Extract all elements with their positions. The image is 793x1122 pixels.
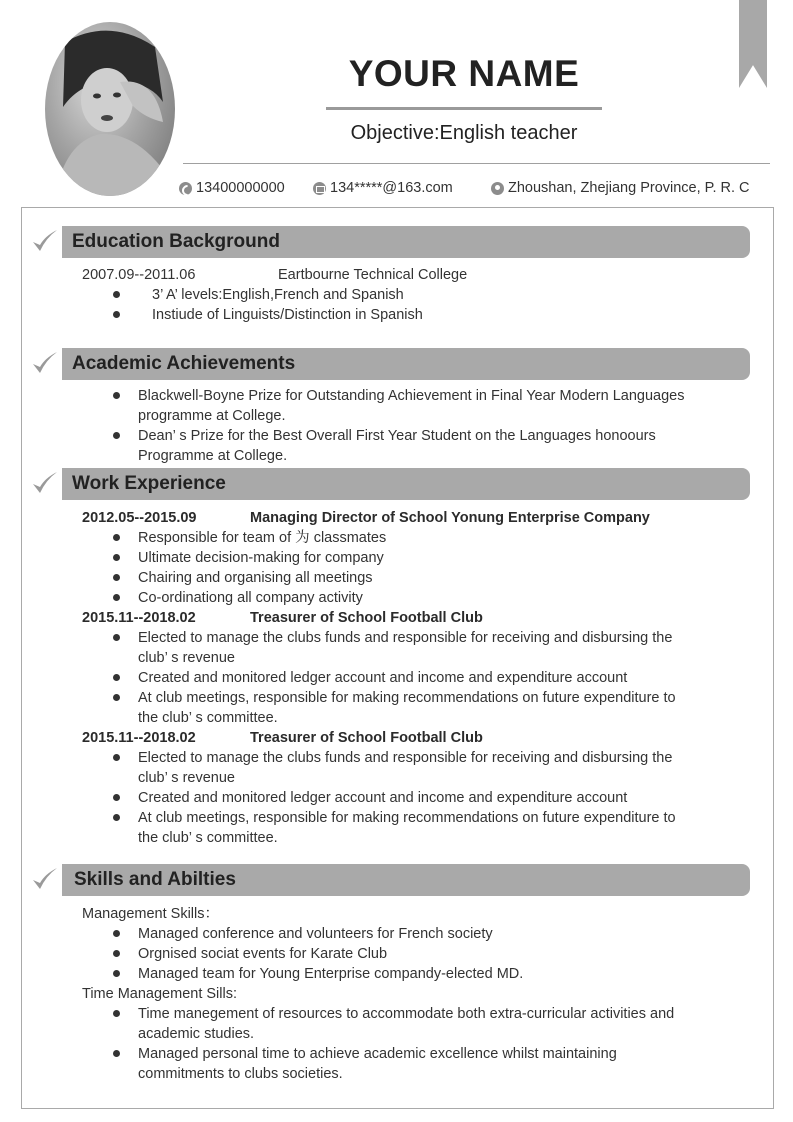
contact-email (313, 179, 453, 197)
list-item: Co-ordinationg all company activity (138, 590, 363, 606)
bookmark-ribbon (739, 0, 767, 88)
checkmark-icon (30, 228, 58, 256)
phone-number: 13400000000 (196, 180, 285, 196)
list-item: At club meetings, responsible for making recommendations on future expenditure to (138, 690, 676, 706)
list-item: Ultimate decision-making for company (138, 550, 384, 566)
section-header-work (62, 468, 750, 500)
objective: Objective:English teacher (350, 122, 578, 144)
contact-phone (179, 179, 285, 197)
bullet (113, 694, 120, 701)
list-item: Managed personal time to achieve academic excellence whilst maintaining (138, 1046, 617, 1062)
candidate-name: YOUR NAME (348, 53, 580, 94)
list-item: Chairing and organising all meetings (138, 570, 373, 586)
job-role: Treasurer of School Football Club (250, 730, 483, 746)
list-item: Managed team for Young Enterprise compandy-elected MD. (138, 966, 524, 982)
header-divider (183, 163, 770, 164)
education-school: Eartbourne Technical College (278, 267, 468, 283)
contact-address (491, 179, 750, 197)
section-title: Academic Achievements (72, 353, 296, 374)
list-item: Dean’ s Prize for the Best Overall First Year Student on the Languages honoours (138, 428, 656, 444)
list-item: Responsible for team of 为 classmates (138, 530, 387, 546)
section-title: Skills and Abilties (74, 869, 236, 890)
bullet (113, 1010, 120, 1017)
phone-icon (179, 182, 192, 195)
checkmark-icon (30, 350, 58, 378)
job-role: Managing Director of School Yonung Enterprise Company (250, 510, 650, 526)
list-item-continued: club’ s revenue (138, 770, 235, 786)
skills-subheading: Time Management Sills: (82, 986, 237, 1002)
list-item-continued: club’ s revenue (138, 650, 235, 666)
checkmark-icon (30, 470, 58, 498)
job-period: 2015.11--2018.02 (82, 610, 196, 626)
bullet (113, 754, 120, 761)
section-title: Education Background (72, 231, 280, 252)
list-item: Elected to manage the clubs funds and responsible for receiving and disbursing the (138, 750, 673, 766)
bullet (113, 930, 120, 937)
list-item: Created and monitored ledger account and income and expenditure account (138, 790, 628, 806)
job-period: 2015.11--2018.02 (82, 730, 196, 746)
name-underline (326, 107, 602, 110)
list-item-continued: Programme at College. (138, 448, 288, 464)
list-item-continued: the club’ s committee. (138, 830, 278, 846)
section-header-education (62, 226, 750, 258)
location-pin-icon (491, 182, 504, 195)
job-role: Treasurer of School Football Club (250, 610, 483, 626)
bullet (113, 970, 120, 977)
list-item: Time manegement of resources to accommodate both extra-curricular activities and (138, 1006, 675, 1022)
list-item: Created and monitored ledger account and income and expenditure account (138, 670, 628, 686)
list-item-continued: the club’ s committee. (138, 710, 278, 726)
section-header-academic (62, 348, 750, 380)
bullet (113, 634, 120, 641)
email-address: 134*****@163.com (330, 180, 453, 196)
bullet (113, 674, 120, 681)
bullet (113, 814, 120, 821)
bullet (113, 574, 120, 581)
list-item: Instiude of Linguists/Distinction in Spanish (152, 307, 423, 323)
section-title: Work Experience (72, 473, 226, 494)
education-period: 2007.09--2011.06 (82, 267, 196, 283)
bullet (113, 594, 120, 601)
list-item: Orgnised sociat events for Karate Club (138, 946, 388, 962)
checkmark-icon (30, 866, 58, 894)
job-period: 2012.05--2015.09 (82, 510, 197, 526)
bullet (113, 291, 120, 298)
list-item-continued: programme at College. (138, 408, 286, 424)
skills-subheading: Management Skills： (82, 906, 219, 922)
section-header-skills (62, 864, 750, 896)
address: Zhoushan, Zhejiang Province, P. R. C (508, 180, 750, 196)
bullet (113, 554, 120, 561)
list-item: 3’ A’ levels:English,French and Spanish (152, 287, 404, 303)
mail-icon (313, 182, 326, 195)
list-item: Blackwell-Boyne Prize for Outstanding Achievement in Final Year Modern Languages (138, 388, 685, 404)
bullet (113, 1050, 120, 1057)
profile-photo (45, 22, 175, 196)
list-item: Managed conference and volunteers for French society (138, 926, 493, 942)
bullet (113, 432, 120, 439)
list-item-continued: commitments to clubs societies. (138, 1066, 343, 1082)
bullet (113, 534, 120, 541)
list-item: At club meetings, responsible for making recommendations on future expenditure to (138, 810, 676, 826)
bullet (113, 311, 120, 318)
bullet (113, 392, 120, 399)
bullet (113, 950, 120, 957)
list-item-continued: academic studies. (138, 1026, 255, 1042)
list-item: Elected to manage the clubs funds and responsible for receiving and disbursing the (138, 630, 673, 646)
bullet (113, 794, 120, 801)
